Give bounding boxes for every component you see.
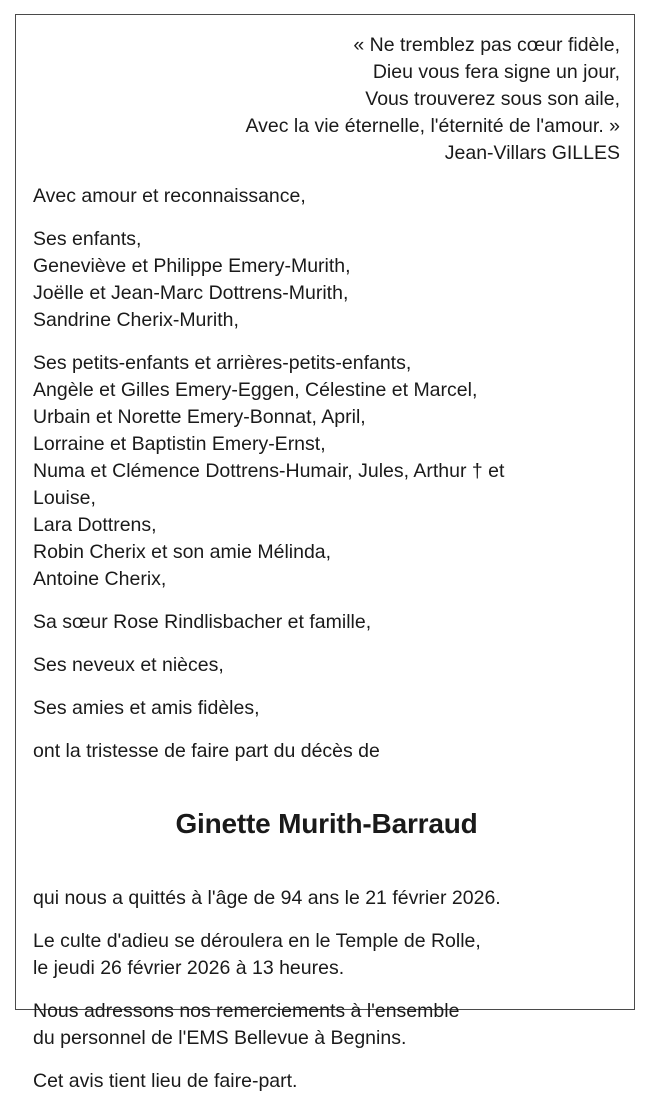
nephews-nieces-line: Ses neveux et nièces, [33, 654, 224, 676]
child-name: Sandrine Cherix-Murith, [33, 309, 239, 331]
grandchild-name: Numa et Clémence Dottrens-Humair, Jules, Arthur † et [33, 460, 505, 482]
friends-line: Ses amies et amis fidèles, [33, 697, 260, 719]
children-section [33, 226, 620, 334]
grandchild-name: Antoine Cherix, [33, 568, 167, 590]
grandchildren-heading: Ses petits-enfants et arrières-petits-enfants, [33, 352, 412, 374]
opening-line: Avec amour et reconnaissance, [33, 185, 306, 207]
thanks-section [33, 998, 620, 1052]
grandchild-name: Lorraine et Baptistin Emery-Ernst, [33, 433, 326, 455]
poem-line: Dieu vous fera signe un jour, [372, 61, 620, 83]
death-line: qui nous a quittés à l'âge de 94 ans le 21 février 2026. [33, 887, 501, 909]
sister-line: Sa sœur Rose Rindlisbacher et famille, [33, 611, 372, 633]
grandchildren-section [33, 350, 620, 593]
closing-section [33, 1068, 620, 1095]
closing-line: Cet avis tient lieu de faire-part. [33, 1070, 298, 1092]
children-heading: Ses enfants, [33, 228, 142, 250]
friends-section [33, 695, 620, 722]
thanks-line: du personnel de l'EMS Bellevue à Begnins. [33, 1027, 407, 1049]
announcement-section [33, 738, 620, 765]
nephews-nieces-section [33, 652, 620, 679]
deceased-name: Ginette Murith-Barraud [175, 808, 478, 839]
poem-line: « Ne tremblez pas cœur fidèle, [353, 34, 620, 56]
grandchild-name: Lara Dottrens, [33, 514, 157, 536]
poem-line: Avec la vie éternelle, l'éternité de l'amour. » [245, 115, 620, 137]
ceremony-line: le jeudi 26 février 2026 à 13 heures. [33, 957, 345, 979]
notice-content [33, 14, 620, 1092]
announcement-line: ont la tristesse de faire part du décès de [33, 740, 380, 762]
grandchild-name: Urbain et Norette Emery-Bonnat, April, [33, 406, 366, 428]
sister-section [33, 609, 620, 636]
grandchild-name: Louise, [33, 487, 96, 509]
poem-epigraph [33, 32, 620, 167]
ceremony-line: Le culte d'adieu se déroulera en le Temple de Rolle, [33, 930, 481, 952]
ceremony-details [33, 928, 620, 982]
grandchild-name: Robin Cherix et son amie Mélinda, [33, 541, 332, 563]
grandchild-name: Angèle et Gilles Emery-Eggen, Célestine et Marcel, [33, 379, 478, 401]
child-name: Geneviève et Philippe Emery-Murith, [33, 255, 351, 277]
poem-line: Vous trouverez sous son aile, [365, 88, 620, 110]
poem-attribution: Jean-Villars GILLES [444, 142, 620, 164]
opening-statement [33, 183, 620, 210]
thanks-line: Nous adressons nos remerciements à l'ensemble [33, 1000, 460, 1022]
death-details [33, 885, 620, 912]
child-name: Joëlle et Jean-Marc Dottrens-Murith, [33, 282, 349, 304]
